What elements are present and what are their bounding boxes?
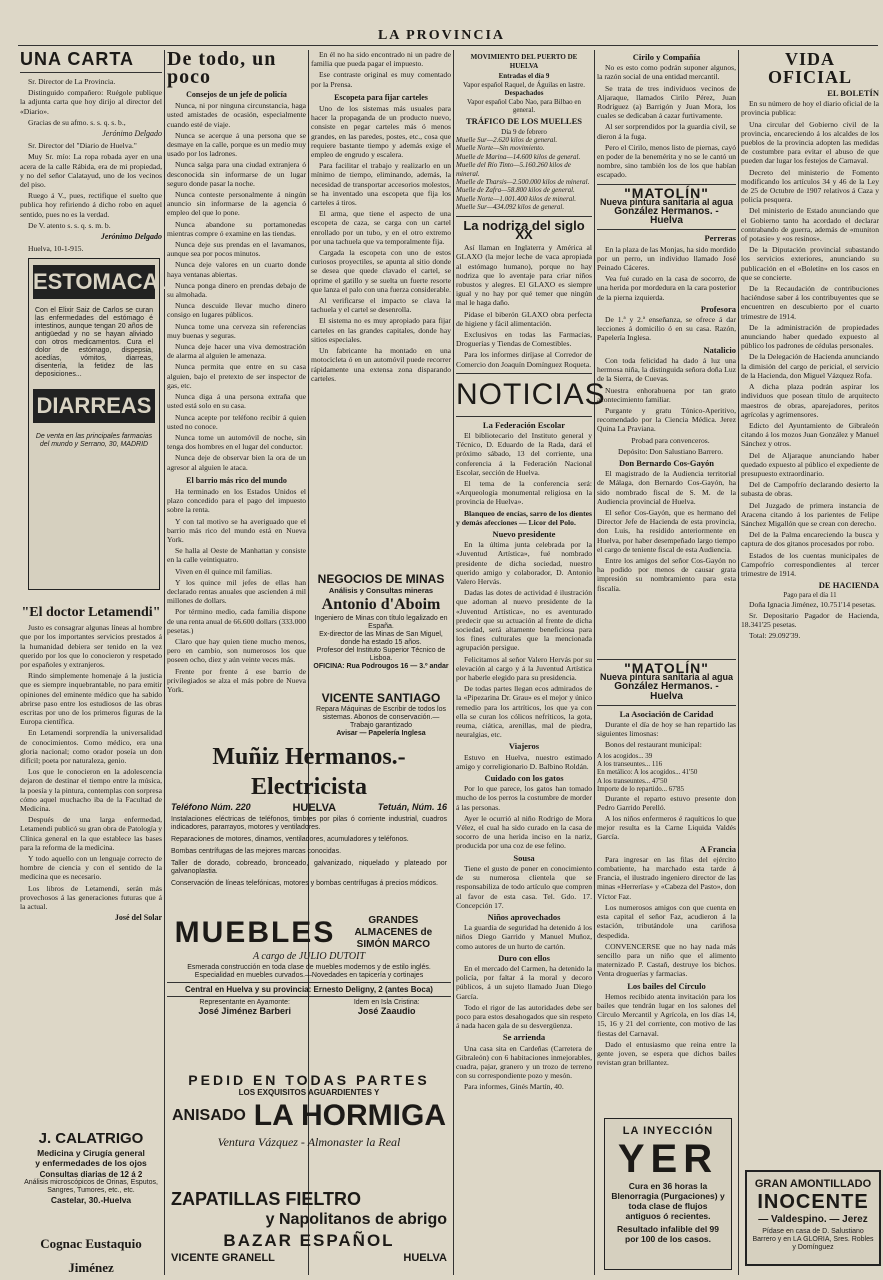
paragraph: Frente por frente á ese barrio de privilegiados se alza el más pobre de Nueva York. <box>167 666 306 694</box>
letter-para: Distinguido compañero: Ruégole publique la adjunta carta que hoy dirijo al director del «Diario». <box>20 88 162 116</box>
paragraph: Nunca salga para una ciudad extranjera ó desconocida sin informarse de un lugar seguro donde pasar la noche. <box>167 160 306 188</box>
divider <box>597 705 736 706</box>
paragraph: Pero el Cirilo, menos listo de piernas, cayó en poder de la benemérita y no se le cantó un nombre, sino también los de los que habían escapado. <box>597 142 736 180</box>
muelles-title: TRÁFICO DE LOS MUELLES <box>466 116 582 127</box>
muelles-line: Muelle de Tharsis—2.500.000 kilos de mineral. <box>456 178 590 187</box>
noticias-title: NOTICIAS <box>456 377 606 411</box>
paragraph: Y todo aquello con un lenguaje correcto de hombre de ciencia y con el sentido de la medicina que es necesario. <box>20 854 162 882</box>
paragraph: Los numerosos amigos con que cuenta en esta capital el señor Faz, acudieron á la estación, tributándole una cariñosa despedida. <box>597 902 736 940</box>
ad-calatrigo-line: Castelar, 30.-Huelva <box>50 1195 132 1205</box>
ad-vicente-line: Avisar — Papelería Inglesa <box>336 730 426 737</box>
paragraph: Para informes, Ginés Martín, 40. <box>464 1082 564 1092</box>
paragraph: De 1.ª y 2.ª enseñanza, se ofrece á dar lecciones á domicilio ó en su casa. Razón, Papelería Inglesa. <box>597 315 736 343</box>
puerto-line: Entradas el día 9 <box>498 72 550 81</box>
ad-diarreas-title: DIARREAS <box>33 389 155 423</box>
caridad-line: A los acogidos... 39 <box>597 751 653 760</box>
paragraph: Ha terminado en los Estados Unidos el plazo concedido para el pago del impuesto sobre la renta. <box>167 486 306 515</box>
paragraph: Una circular del Gobierno civil de la provincia, encareciendo á los alcaldes de los pueblos de la provincia adopten las medidas de costumbre para evitar el abuso de que pueden dar lugar los festejos de Carnaval. <box>741 119 879 166</box>
paragraph: El arma, que tiene el aspecto de una escopeta de caza, se carga con un cartel enrollado por un tubo, y en el otro extremo por una tachuela que va temporalmente fija. <box>311 209 451 246</box>
puerto-line: Vapor español Cabo Nao, para Bilbao en general. <box>466 97 582 115</box>
subhead: Se arrienda <box>502 1032 546 1043</box>
column-rule <box>453 50 454 1275</box>
paragraph: Ayer le ocurrió al niño Rodrigo de Mora Vélez, el cual ha sido curado en la casa de socorro de una herida inciso en la nariz, producida por una coz de ese felino. <box>456 813 592 851</box>
ad-muniz-contact-row <box>167 802 451 814</box>
paragraph: Nunca, ni por ninguna circunstancia, haga usted amistades de ocasión, especialmente cuando esté de viaje. <box>167 101 306 129</box>
ad-muniz-city: HUELVA <box>292 802 337 814</box>
paragraph: Nunca deje sus prendas en el lavamanos, aunque sea por pocos minutos. <box>167 240 306 259</box>
ad-matolin-line: Nueva pintura sanitaria al agua <box>599 672 734 683</box>
paragraph: Nunca abandone su portamonedas mientras compre ó examine en las tiendas. <box>167 219 306 238</box>
subhead: Nuevo presidente <box>492 528 556 539</box>
paragraph: Justo es consagrar algunas líneas al hombre que por los importantes servicios prestados á la humanidad debiera ser tenido en la vez querido por los que lo conocieron y respetado por españoles y extranjeros. <box>20 623 162 670</box>
ad-minas-line: Profesor del Instituto Superior Técnico de Lisboa. <box>316 647 446 662</box>
ad-zapatillas-footer <box>167 1252 451 1264</box>
letter-para: Ruego á V., pues, rectifique el suelto que publica hoy refiriendo á dicho robo en aquel sentido, pues no es la verdad. <box>20 191 162 219</box>
paragraph: De la administración de propiedades anunciando haber quedado expuesto al público los padrones de cédulas personales. <box>741 322 879 351</box>
paragraph: Con toda felicidad ha dado á luz una hermosa niña, la distinguida señora doña Luz de la Sierra, de Cuevas. <box>597 355 736 384</box>
divider <box>20 72 162 73</box>
ad-yer <box>604 1118 732 1270</box>
paragraph: Rindo simplemente homenaje á la justicia que es siempre inquebrantable, no para emitir opiniones del eminente médico que ha sabido abrirse paso entre los estudiosos de las obras escritas por uno de los primeros figuras de la Europa científica. <box>20 671 162 727</box>
paragraph: Después de una larga enfermedad, Letamendi publicó su gran obra de Patología y Clínica general en la que establece las bases para la reforma de la medicina. <box>20 815 162 852</box>
paragraph: Nunca descuide llevar mucho dinero consigo en lugares públicos. <box>167 301 306 320</box>
paragraph: Un fabricante ha montado en una motocicleta ó en un automóvil puede recorrer rápidamente una extensa zona disparando carteles. <box>311 346 451 383</box>
ad-yer-line: LA INYECCIÓN <box>622 1125 714 1137</box>
ad-calatrigo-line: Análisis microscópicos de Orinas, Esputos, Sangres, Tumores, etc., etc. <box>24 1179 158 1194</box>
paragraph: Nunca permita que entre en su casa alguien, bajo el pretexto de ser inspector de gas, etc. <box>167 362 306 390</box>
letter-para: De V. atento s. s. q. s. m. b. <box>28 220 111 230</box>
subhead: Natalicio <box>703 344 736 355</box>
subhead: Sousa <box>513 852 535 863</box>
paragraph: No es esto como podrán suponer algunos, la razón social de una entidad mercantil. <box>597 63 736 82</box>
ad-muebles-line: Central en Huelva y su provincia: Ernesto Deligny, 2 (antes Boca) <box>167 982 451 997</box>
paragraph: En la plaza de las Monjas, ha sido mordido por un perro, un individuo llamado José Peinado Cáceres. <box>597 244 736 273</box>
ad-minas-line: Ex-director de las Minas de San Miguel, donde ha estado 15 años. <box>319 631 443 646</box>
muelles-line: Muelle Sur—2.620 kilos de general. <box>456 136 558 145</box>
puerto-line: Vapor español Raquel, de Águilas en lastre. <box>462 80 586 89</box>
paragraph: Nunca se acerque á una persona que se desmaye en la calle, porque es un medio muy usado por los ladrones. <box>167 130 306 159</box>
subhead: La Federación Escolar <box>482 419 566 430</box>
paragraph: De la Recaudación de contribuciones haciéndose saber á los contribuyentes que se encuentren en descubierto por el cuarto trimestre de 1914. <box>741 284 879 321</box>
paragraph: Vea fué curado en la casa de socorro, de una herida por mordedura en la cara posterior de la pierna izquierda. <box>597 274 736 302</box>
ad-yer-title: YER <box>617 1137 719 1181</box>
subhead: Duro con ellos <box>498 952 550 963</box>
ad-minas <box>311 572 451 672</box>
paragraph: De la Delegación de Hacienda anunciando la dimisión del cargo de pericial, el servicio de la Hacienda, don Miguel Vázquez Rofa. <box>741 352 879 380</box>
subhead: A Francia <box>699 843 736 854</box>
ad-minas-h2: Análisis y Consultas mineras <box>328 586 434 595</box>
subhead: EL BOLETÍN <box>827 88 879 98</box>
subhead: Escopeta para fijar carteles <box>334 92 428 102</box>
muelles-line: Muelle del Río Tinto—5.160.260 kilos de mineral. <box>456 161 571 178</box>
ad-zapatillas-owner: VICENTE GRANELL <box>171 1252 275 1264</box>
ad-muebles-rep <box>354 999 420 1016</box>
subhead: Perreras <box>704 233 736 244</box>
paragraph: CONVENCERSE que no hay nada más sencillo para un niño que el alimento maternizado P. Castañ, destruye los bichos. Venta droguerías y farmacias. <box>597 941 736 979</box>
paragraph: El magistrado de la Audiencia territorial de Málaga, don Bernardo Cos-Gayón, ha sido nombrado fiscal de S. M. de la Audiencia provincial de Huelva. <box>597 469 736 506</box>
paragraph: Nunca tome una cerveza sin referencias muy buenas y seguras. <box>167 321 306 340</box>
masthead-rule <box>18 45 878 46</box>
subhead: Los bailes del Círculo <box>627 980 706 991</box>
paragraph: Así llaman en Inglaterra y América al GLAXO (la mejor leche de vaca apropiada al estómago humano), porque no hay nodriza que lo aventaje para criar niños robustos y alegres. El GLAXO es siempre igual y no hay por qué temer que ningún mal le haga daño. <box>456 243 592 308</box>
divider <box>456 416 592 417</box>
paragraph: Y con tal motivo se ha averiguado que el barrio más rico del mundo está en Nueva York. <box>167 516 306 544</box>
paragraph: Los que le conocieron en la adolescencia dejaron de destinar el tiempo entre la música, la poesía y la pintura, contemplas con sorpresa cómo aquel muchacho iba de la Facultad de Medicina. <box>20 767 162 814</box>
paragraph: Del ministerio de Estado anunciando que el Gobierno tanto ha acordado el declarar contrabando de guerra, además de «muniton of potasie» y «os resinos». <box>741 206 879 244</box>
ad-muebles-rep-name: José Zaaudio <box>357 1006 416 1016</box>
subhead: La Asociación de Caridad <box>619 708 714 719</box>
column-4 <box>456 50 606 1275</box>
subhead: Niños aprovechados <box>487 911 561 922</box>
subhead: Cuidado con los gatos <box>484 773 564 784</box>
ad-vicente-line: Repara Máquinas de Escribir de todos los sistemas. Abonos de conservación.—Trabajo garantizado <box>316 706 446 729</box>
ad-hormiga-line: Ventura Vázquez - Almonaster la Real <box>217 1135 401 1149</box>
ad-hormiga-line: LOS EXQUISITOS AGUARDIENTES Y <box>238 1088 380 1097</box>
column-3 <box>311 50 451 570</box>
ad-estomacal-text: Con el Elixir Saiz de Carlos se curan las enfermedades del estómago é intestinos, aunque tengan 20 años de antigüedad y no se hayan aliviado con otros medicamentos. Cura el dolor de estómago, dispepsia, acedías, vómitos, diarreas, disentería, la fetidez de las deposiciones... <box>35 307 153 378</box>
ad-hormiga-title-row <box>167 1097 451 1135</box>
paragraph: Del de la Palma encareciendo la busca y captura de dos gitanos procesados por robo. <box>741 530 879 549</box>
ad-vicente <box>311 690 451 738</box>
paragraph: Claro que hay quien tiene mucho menos, pero en cambio, son numerosos los que poseen ocho, diez y aún veinte veces más. <box>167 636 306 665</box>
letter-para: Muy Sr. mío: La ropa robada ayer en una acera de la calle Rábida, era de mi propiedad, y no del señor Calatayud, uno de los vecinos del piso. <box>20 152 162 190</box>
ad-muebles-sub: GRANDES ALMACENES de SIMÓN MARCO <box>354 915 433 950</box>
ad-muebles-header <box>167 915 451 951</box>
subhead: Viajeros <box>508 741 540 752</box>
ad-zapatillas-line: ZAPATILLAS FIELTRO <box>171 1189 361 1209</box>
ad-muniz-tel2: Tetuán, Núm. 16 <box>377 802 447 812</box>
paragraph: Durante el día de hoy se han repartido las siguientes limosnas: <box>597 720 736 739</box>
caridad-line: En metálico: A los acogidos... 41'50 <box>597 768 698 777</box>
muelles-line: Muelle de Marina—14.600 kilos de general. <box>456 152 581 161</box>
ad-vicente-name: VICENTE SANTIAGO <box>321 691 441 705</box>
paragraph: Al verificarse el impacto se clava la tachuela y el cartel se desenrolla. <box>311 296 451 315</box>
ad-inocente-line: Pídase en casa de D. Salustiano Barrero y en LA GLORIA, Sres. Robles y Domínguez <box>752 1228 874 1251</box>
paragraph: Nunca tome un automóvil de noche, sin tenga dos hombres en el lugar del conductor. <box>167 432 306 452</box>
ad-muniz-line: Taller de dorado, cobreado, bronceado, galvanizado, niquelado y plateado por galvanoplastia. <box>171 860 447 875</box>
paragraph: Decreto del ministerio de Fomento modificando los artículos 34 y 46 de la Ley de 25 de Octubre de 1907 relativos á Caza y policía pesquera. <box>741 167 879 205</box>
nodriza-title: La nodriza del siglo XX <box>463 217 585 242</box>
paragraph: En su número de hoy el diario oficial de la provincia publica: <box>741 99 879 118</box>
paragraph: Doña Ignacia Jiménez, 10.751'14 pesetas. <box>749 599 876 609</box>
paragraph: La guardia de seguridad ha detenido á los niños Diego Garrido y Manuel Muñoz, como autores de un hurto de cartón. <box>456 923 592 951</box>
paragraph: El señor Cos-Gayón, que es hermano del Director Jefe de Hacienda de esta provincia, don Luis, ha residido anteriormente en Huelva, por haber desempeñado largo tiempo el cargo de teniente fiscal de esta Audiencia. <box>597 507 736 554</box>
caridad-line: A los transeuntes... 116 <box>597 760 663 769</box>
paragraph: Pídase el biberón GLAXO obra perfecta de higiene y fácil alimentación. <box>456 309 592 328</box>
caridad-line: Importe de lo repartido... 67'85 <box>597 785 684 794</box>
subhead: El barrio más rico del mundo <box>186 475 287 485</box>
ad-zapatillas-title: BAZAR ESPAÑOL <box>223 1231 395 1250</box>
paragraph: Los libros de Letamendi, serán más provechosos á las generaciones futuras que á la actual. <box>20 883 162 912</box>
subhead: DE HACIENDA <box>818 580 879 591</box>
muelles-line: Muelle Norte—1.001.400 kilos de mineral. <box>456 194 576 203</box>
paragraph: Del Juzgado de primera instancia de Aracena citando á los parientes de Felipe Sánchez Migallón que se crean con derecho. <box>741 500 879 528</box>
ad-muniz-line: Bombas centrífugas de las mejores marcas conocidas. <box>171 848 342 855</box>
paragraph: Dadas las dotes de actividad é ilustración que adornan al nuevo presidente de la «Juventud Artística», no es aventurado predecir que su actuación al frente de dicha sociedad, será altamente beneficiosa para los fines culturales que la mencionada agrupación persigue. <box>456 588 592 653</box>
ad-muebles-title: MUEBLES <box>174 916 336 949</box>
column-6 <box>741 50 879 1160</box>
column-2 <box>167 50 306 760</box>
ad-hormiga-title: LA HORMIGA <box>253 1099 446 1132</box>
ad-muniz-line: Instalaciones eléctricas de teléfonos, timbres por pilas ó corriente industrial, cuadros indicadores, pararrayos, motores y ventiladores. <box>171 816 447 831</box>
ad-matolin-title: "MATOLÍN" <box>624 660 709 676</box>
ad-matolin-title: "MATOLÍN" <box>624 184 709 201</box>
divider <box>456 216 592 217</box>
ad-minas-h1: NEGOCIOS DE MINAS <box>317 572 445 586</box>
puerto-line: Despachados <box>504 89 544 98</box>
muelles-line: Muelle Sur—434.092 kilos de general. <box>456 203 565 212</box>
ad-muniz <box>167 742 451 910</box>
letter-para: Gracias de su afmo. s. s. q. s. b., <box>28 117 126 127</box>
ad-yer-line: Cura en 36 horas la Blenorragia (Purgaciones) y toda clase de flujos antiguos ó recientes. <box>611 1181 725 1221</box>
ad-muebles <box>167 915 451 1067</box>
letamendi-signature: José del Solar <box>114 913 162 923</box>
paragraph: En el mercado del Carmen, ha detenido la policía, por faltar á la moral y decoro públicos, á un sujeto llamado Juan Diego García. <box>456 963 592 1001</box>
paragraph: Sr. Depositario Pagador de Hacienda, 18.341'25 pesetas. <box>741 610 879 630</box>
masthead-title: LA PROVINCIA <box>377 28 506 43</box>
ad-muniz-line: Conservación de líneas telefónicas, motores y bombas centrífugas á precios módicos. <box>171 880 438 887</box>
column-5-lower <box>597 655 736 1068</box>
paragraph: Durante el reparto estuvo presente don Pedro Garrido Perelló. <box>597 793 736 812</box>
ad-cognac-text: Cognac Eustaquio Jiménez <box>40 1236 142 1275</box>
paragraph: Nunca deje hacer una viva demostración de alarma al alguien le amenaza. <box>167 342 306 361</box>
ad-minas-name: Antonio d'Aboim <box>321 596 441 613</box>
subhead: Consejos de un jefe de policía <box>186 90 287 99</box>
ad-muebles-rep-name: José Jiménez Barberi <box>198 1006 291 1016</box>
column-rule <box>738 50 739 1275</box>
ad-muebles-reps <box>167 999 451 1016</box>
paragraph: Para los informes diríjase al Corredor de Comercio don Joaquín Domínguez Roqueta. <box>456 350 592 369</box>
paragraph: Una casa sita en Cardeñas (Carretera de Gibraleón) con 6 habitaciones inmejorables, cuadra, pajar, granero y un trozo de terreno con su correspondiente pozo y mesón. <box>456 1043 592 1081</box>
letter-date: Huelva, 10-1-915. <box>28 244 84 254</box>
paragraph: Para ingresar en las filas del ejército combatiente, ha marchado esta tarde á Francia, el ilustrado ingeniero director de las minas «Herrerías» y «Cabeza del Pasto», don Víctor Faz. <box>597 854 736 901</box>
ad-minas-line: Ingeniero de Minas con título legalizado en España. <box>314 615 448 630</box>
ad-pipe: Depósito: Don Salustiano Barrero. <box>617 446 724 456</box>
ad-hormiga <box>167 1072 451 1184</box>
paragraph: Viven en él quince mil familias. <box>175 566 272 576</box>
ad-inocente <box>745 1170 881 1266</box>
puerto-title: MOVIMIENTO DEL PUERTO DE HUELVA <box>470 53 578 71</box>
paragraph: El bibliotecario del Instituto general y Técnico, D. Eduardo de la Rada, dará el próximo sábado, 13 del corriente, una conferencia á la Federación Nacional Escolar, sección de Huelva. <box>456 430 592 477</box>
paragraph: De todas partes llegan ecos admirados de la «Pipezarina Dr. Grau» es el mejor y único remedio para los artríticos, los que ya con ella se curan los cólicos nefríticos, la gota, reuma, ciática, arenillas, mal de piedra, neuralgias, etc. <box>456 684 592 740</box>
ad-inocente-line: — Valdespino. — Jerez <box>758 1214 868 1225</box>
subhead: Profesora <box>700 303 736 314</box>
ad-muniz-line: Reparaciones de motores, dinamos, ventiladores, acumuladores y teléfonos. <box>171 836 409 843</box>
ad-muebles-line: A cargo de JULIO DUTOIT <box>252 951 366 962</box>
paragraph: A los niños enfermeros é raquíticos lo que mejor resulta es la Carne Liquida Valdés García. <box>597 814 736 842</box>
paragraph: Y los quince mil jefes de ellas han declarado rentas anuales que ascienden á mil millones de dollars. <box>167 577 306 606</box>
column-rule <box>594 50 595 1275</box>
paragraph: Nuestra enhorabuena por tan grato acontecimiento familiar. <box>597 385 736 404</box>
subhead: Don Bernardo Cos-Gayón <box>619 457 714 468</box>
letter-signature: Jerónimo Delgado <box>102 129 162 139</box>
paragraph: Tiene el gusto de poner en conocimiento de su numerosa clientela que se responsabiliza de todo artículo que compren al favor de esta casa. Tel. Gdo. 17. Concepción 17. <box>456 863 592 910</box>
ad-muebles-rep-label: Idem en Isla Cristina: <box>353 999 420 1006</box>
ad-cognac <box>20 1232 162 1275</box>
ad-matolin-line: González Hermanos. - Huelva <box>614 206 719 227</box>
ad-estomacal-foot: De venta en las principales farmacias del mundo y Serrano, 30, MADRID <box>35 433 153 448</box>
paragraph: Bonos del restaurant municipal: <box>605 740 702 750</box>
ad-hormiga-anisado: ANISADO <box>172 1107 246 1124</box>
letter-para: Sr. Director del "Diario de Huelva." <box>28 141 137 151</box>
paragraph: Estuvo en Huelva, nuestro estimado amigo y correligionario D. Balbino Roldán. <box>456 752 592 771</box>
divider <box>456 373 592 374</box>
ad-calatrigo <box>22 1130 160 1225</box>
ad-minas-line: OFICINA: Rua Podrougos 16 — 3.º andar <box>313 663 449 670</box>
ad-muebles-rep-label: Representante en Ayamonte: <box>199 999 290 1006</box>
ad-muebles-rep <box>198 999 291 1016</box>
ad-matolin-1 <box>597 184 736 227</box>
ad-zapatillas-city: HUELVA <box>403 1252 447 1264</box>
ad-zapatillas <box>167 1188 451 1274</box>
ad-pipe: Probad para convenceros. <box>631 435 710 445</box>
letter-para: Sr. Director de La Provincia. <box>28 77 116 86</box>
paragraph: Por término medio, cada familia dispone de una renta anual de 66.600 dollars (333.000 pesetas.) <box>167 607 306 635</box>
ad-pipe: Purgante y gratu Tónico-Aperitivo, recomendado por la Ciencia Médica. Jerez Quina La Praviana. <box>597 405 736 434</box>
paragraph: Nunca ponga dinero en prendas debajo de su almohada. <box>167 280 306 300</box>
paragraph: Cargada la escopeta con uno de estos curiosos proyectiles, se apunta al sitio donde se desea que quede clavado el cartel, se oprime el gatillo y se suelta un fuerte resorte que lanza el palo con una fuerza considerable. <box>311 248 451 294</box>
headline-vida-oficial: VIDA OFICIAL <box>767 49 852 87</box>
paragraph: Hemos recibido atenta invitación para los bailes que tendrán lugar en los salones del Círculo Mercantil y Agrícola, en los días 14, 15, 16 y 21 del corriente, con motivo de las fiestas del Carnaval. <box>597 991 736 1038</box>
letter-signature: Jerónimo Delgado <box>100 232 162 242</box>
paragraph: Dado el entusiasmo que reina entre la gente joven, se espera que dichos bailes revistan gran brillantez. <box>597 1039 736 1068</box>
hacienda-line: Pago para el día 11 <box>783 591 837 600</box>
paragraph: Estados de los cuentas municipales de Campofrío correspondientes al tercer trimestre de 1914. <box>741 550 879 578</box>
divider <box>597 229 736 230</box>
paragraph: Por lo que parece, los gatos han tomado mucho de los perros la costumbre de morder á las personas. <box>456 784 592 812</box>
paragraph: Edicto del Ayuntamiento de Gibraleón citando á los mozos Juan González y Manuel Sánchez y otros. <box>741 420 879 449</box>
ad-muniz-tel1: Teléfono Núm. 220 <box>171 802 251 812</box>
paragraph: Todo el rigor de las autoridades debe ser poco para estos desahogados que sin respeto á nada hacen gala de su desvergüenza. <box>456 1002 592 1031</box>
paragraph: El tema de la conferencia será: «Arqueología monumental religiosa en la provincia de Huelva». <box>456 478 592 507</box>
paragraph: Exclusivos en todas las Farmacias, Droguerías y Tiendas de Comestibles. <box>456 329 592 349</box>
ad-inocente-title: INOCENTE <box>757 1191 869 1213</box>
ad-matolin-line: Nueva pintura sanitaria al agua <box>599 196 734 207</box>
subhead: Cirilo y Compañía <box>632 52 701 62</box>
caridad-line: A los transeuntes... 47'50 <box>597 776 668 785</box>
paragraph: Del de Campofrío declarando desierto la subasta de obras. <box>741 480 879 499</box>
paragraph: Ese contraste original es muy comentado por la Prensa. <box>311 70 451 89</box>
paragraph: Nunca acepte por teléfono recibir á quien usted no conoce. <box>167 412 306 431</box>
paragraph: Uno de los sistemas más usuales para hacer la propaganda de un producto nuevo, consiste en pegar carteles más ó menos grandes, en las paredes, postes, etc., cosa que requiere bastante tiempo y además exige el empleo de engrudo y escalera. <box>311 104 451 160</box>
paragraph: En la última junta celebrada por la «Juventud Artística», fué nombrado presidente de dicha sociedad, nuestro querido amigo y colaborador, D. Antonio Valero Hervás. <box>456 540 592 586</box>
paragraph: Nunca diga á una persona extraña que usted está solo en su casa. <box>167 392 306 411</box>
paragraph: Se trata de tres individuos vecinos de Aljaraque, llamados Cirilo Pérez, Juan Rodríguez (a) Barrigón y Juan Mora, los cuales se dedicaban á cazar furtivamente. <box>597 83 736 121</box>
paragraph: Al ser sorprendidos por la guardia civil, se dieron á la fuga. <box>597 122 736 141</box>
column-1-letamendi <box>20 600 162 990</box>
ad-calatrigo-line: Consultas diarias de 12 á 2 <box>39 1170 143 1179</box>
paragraph: Se halla al Oeste de Manhattan y consiste en la calle veintiquatro. <box>167 546 306 565</box>
paragraph: Del de Aljaraque anunciando haber quedado expuesto al público el expediente de presupuesto extraordinario. <box>741 450 879 478</box>
ad-inocente-line: GRAN AMONTILLADO <box>754 1178 872 1190</box>
paragraph: En él no ha sido encontrado ni un padre de familia que pueda pagar el impuesto. <box>311 50 451 69</box>
headline-una-carta: UNA CARTA <box>20 49 134 69</box>
paragraph: Total: 29.092'39. <box>749 631 801 641</box>
ad-estomacal-title: ESTOMACAL <box>33 265 155 299</box>
ad-estomacal <box>28 258 172 590</box>
ad-matolin-2 <box>597 660 736 702</box>
paragraph: De la Diputación provincial subastando los servicios exteriores, anunciando su publicación en el «Boletín» en los casos en que se concierte. <box>741 245 879 282</box>
muelles-line: Día 9 de febrero <box>501 127 547 136</box>
ad-polo: Blanqueo de encías, sarro de los dientes y demás afecciones — Licor del Polo. <box>456 508 592 527</box>
ad-muebles-line: Esmerada construcción en toda clase de muebles modernos y de estilo inglés. Especialidad en muebles curvados.—Novedades en tapicería y cortinajes <box>187 964 431 979</box>
letamendi-title: "El doctor Letamendi" <box>21 605 161 620</box>
ad-zapatillas-line: y Napolitanos de abrigo <box>265 1211 447 1228</box>
ad-yer-line: Resultado infalible del 99 por 100 de los casos. <box>616 1224 720 1244</box>
paragraph: El sistema no es muy apropiado para fijar carteles en las grandes capitales, donde hay sitios especiales. <box>311 316 451 344</box>
paragraph: A dicha plaza podrán aspirar los individuos que posean título de arquitecto maestros de obras, aparejadores, peritos agrícolas y agrimensores. <box>741 382 879 419</box>
ad-calatrigo-line: y enfermedades de los ojos <box>35 1158 147 1168</box>
ad-matolin-line: González Hermanos. - Huelva <box>614 681 719 702</box>
paragraph: Para facilitar el trabajo y realizarlo en un mínimo de tiempo, eliminando, además, la necesidad de transportar accesorios molestos, se ha inventado una escopeta que fija los carteles á tiros. <box>311 161 451 208</box>
paragraph: Nunca deje de observar bien la ora de un agresor al alguien le ataca. <box>167 453 306 472</box>
ad-hormiga-line: PEDID EN TODAS PARTES <box>188 1072 430 1088</box>
ad-muniz-title: Muñiz Hermanos.-Electricista <box>212 744 406 800</box>
ad-calatrigo-line: Medicina y Cirugía general <box>37 1148 145 1158</box>
ad-calatrigo-name: J. CALATRIGO <box>38 1130 144 1147</box>
column-rule <box>164 50 165 1275</box>
headline-de-todo: De todo, un poco <box>167 48 277 88</box>
paragraph: Felicitamos al señor Valero Hervás por su elevación al cargo y á la Juventud Artística por haberle elegido para su presidencia. <box>456 654 592 683</box>
muelles-line: Muelle de Zafra—58.800 kilos de general. <box>456 186 575 195</box>
muelles-line: Muelle Norte—Sin movimiento. <box>456 144 545 153</box>
paragraph: Nunca conteste personalmente á ningún anuncio sin informarse de la agencia ó empleo del que lo pone. <box>167 190 306 218</box>
paragraph: Entre los amigos del señor Cos-Gayón no ha podido por menos de causar grata impresión su nombramiento para esta fiscalía. <box>597 555 736 593</box>
paragraph: Nunca deje valores en un cuarto donde haya ventanas abiertas. <box>167 260 306 279</box>
paragraph: En Letamendi sorprendía la universalidad de conocimientos. Como médico, era una gloria nacional; como orador poseía un don difícil; poeta por naturaleza, genio. <box>20 728 162 766</box>
